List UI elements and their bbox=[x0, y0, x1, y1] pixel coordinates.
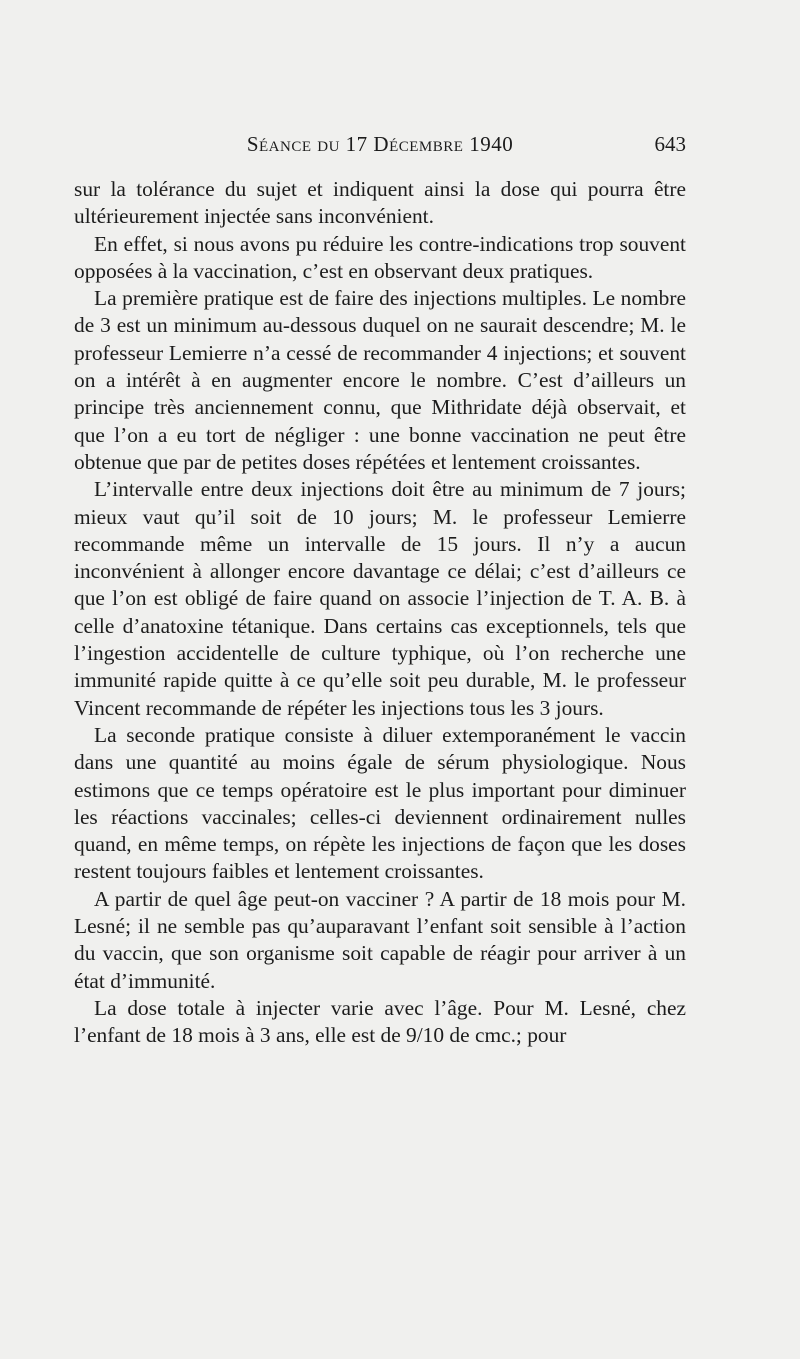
body-text bbox=[74, 176, 686, 1050]
running-header bbox=[74, 128, 686, 160]
header-month: Décembre bbox=[373, 132, 464, 156]
paragraph-en-effet: En effet, si nous avons pu réduire les contre-indications trop souvent opposées à la vaccination, c’est en observant deux pratiques. bbox=[74, 231, 686, 283]
header-year: 1940 bbox=[469, 132, 514, 156]
paragraph-age: A partir de quel âge peut-on vacciner ? A partir de 18 mois pour M. Lesné; il ne semble pas qu’auparavant l’enfant soit sensible à l’action du vaccin, que son organisme soit capable de réagir pour arriver à un état d’immunité. bbox=[74, 886, 686, 993]
paragraph-continuation: sur la tolérance du sujet et indiquent ainsi la dose qui pourra être ultérieurement injectée sans inconvénient. bbox=[74, 177, 686, 229]
header-title bbox=[74, 128, 686, 160]
header-day: 17 bbox=[345, 132, 368, 156]
page-number: 643 bbox=[654, 132, 686, 156]
paragraph-dose-totale: La dose totale à injecter varie avec l’âge. Pour M. Lesné, chez l’enfant de 18 mois à 3 ans, elle est de 9/10 de cmc.; pour bbox=[74, 995, 686, 1048]
paragraph-premiere-pratique: La première pratique est de faire des injections multiples. Le nombre de 3 est un minimum au-dessous duquel on ne saurait descendre; M. le professeur Lemierre n’a cessé de recommander 4 injections; et souvent on a intérêt à en augmenter encore le nombre. C’est d’ailleurs un principe très anciennement connu, que Mithridate déjà observait, et que l’on a eu tort de négliger : une bonne vaccination ne peut être obtenue que par de petites doses répétées et lentement croissantes. bbox=[74, 286, 686, 474]
header-seance: Séance bbox=[246, 132, 312, 156]
header-du: du bbox=[317, 132, 340, 156]
paragraph-intervalle: L’intervalle entre deux injections doit être au minimum de 7 jours; mieux vaut qu’il soit de 10 jours; M. le professeur Lemierre recommande même un intervalle de 15 jours. Il n’y a aucun inconvénient à allonger encore davantage ce délai; c’est d’ailleurs ce que l’on est obligé de faire quand on associe l’injection de T. A. B. à celle d’anatoxine tétanique. Dans certains cas exceptionnels, tels que l’ingestion accidentelle de culture typhique, où l’on recherche une immunité rapide quitte à ce qu’elle soit peu durable, M. le professeur Vincent recommande de répéter les injections tous les 3 jours. bbox=[74, 477, 686, 720]
paragraph-seconde-pratique: La seconde pratique consiste à diluer extemporanément le vaccin dans une quantité au moins égale de sérum physiologique. Nous estimons que ce temps opératoire est le plus important pour diminuer les réactions vaccinales; celles-ci deviennent ordinairement nulles quand, en même temps, on répète les injections de façon que les doses restent toujours faibles et lentement croissantes. bbox=[74, 722, 686, 884]
